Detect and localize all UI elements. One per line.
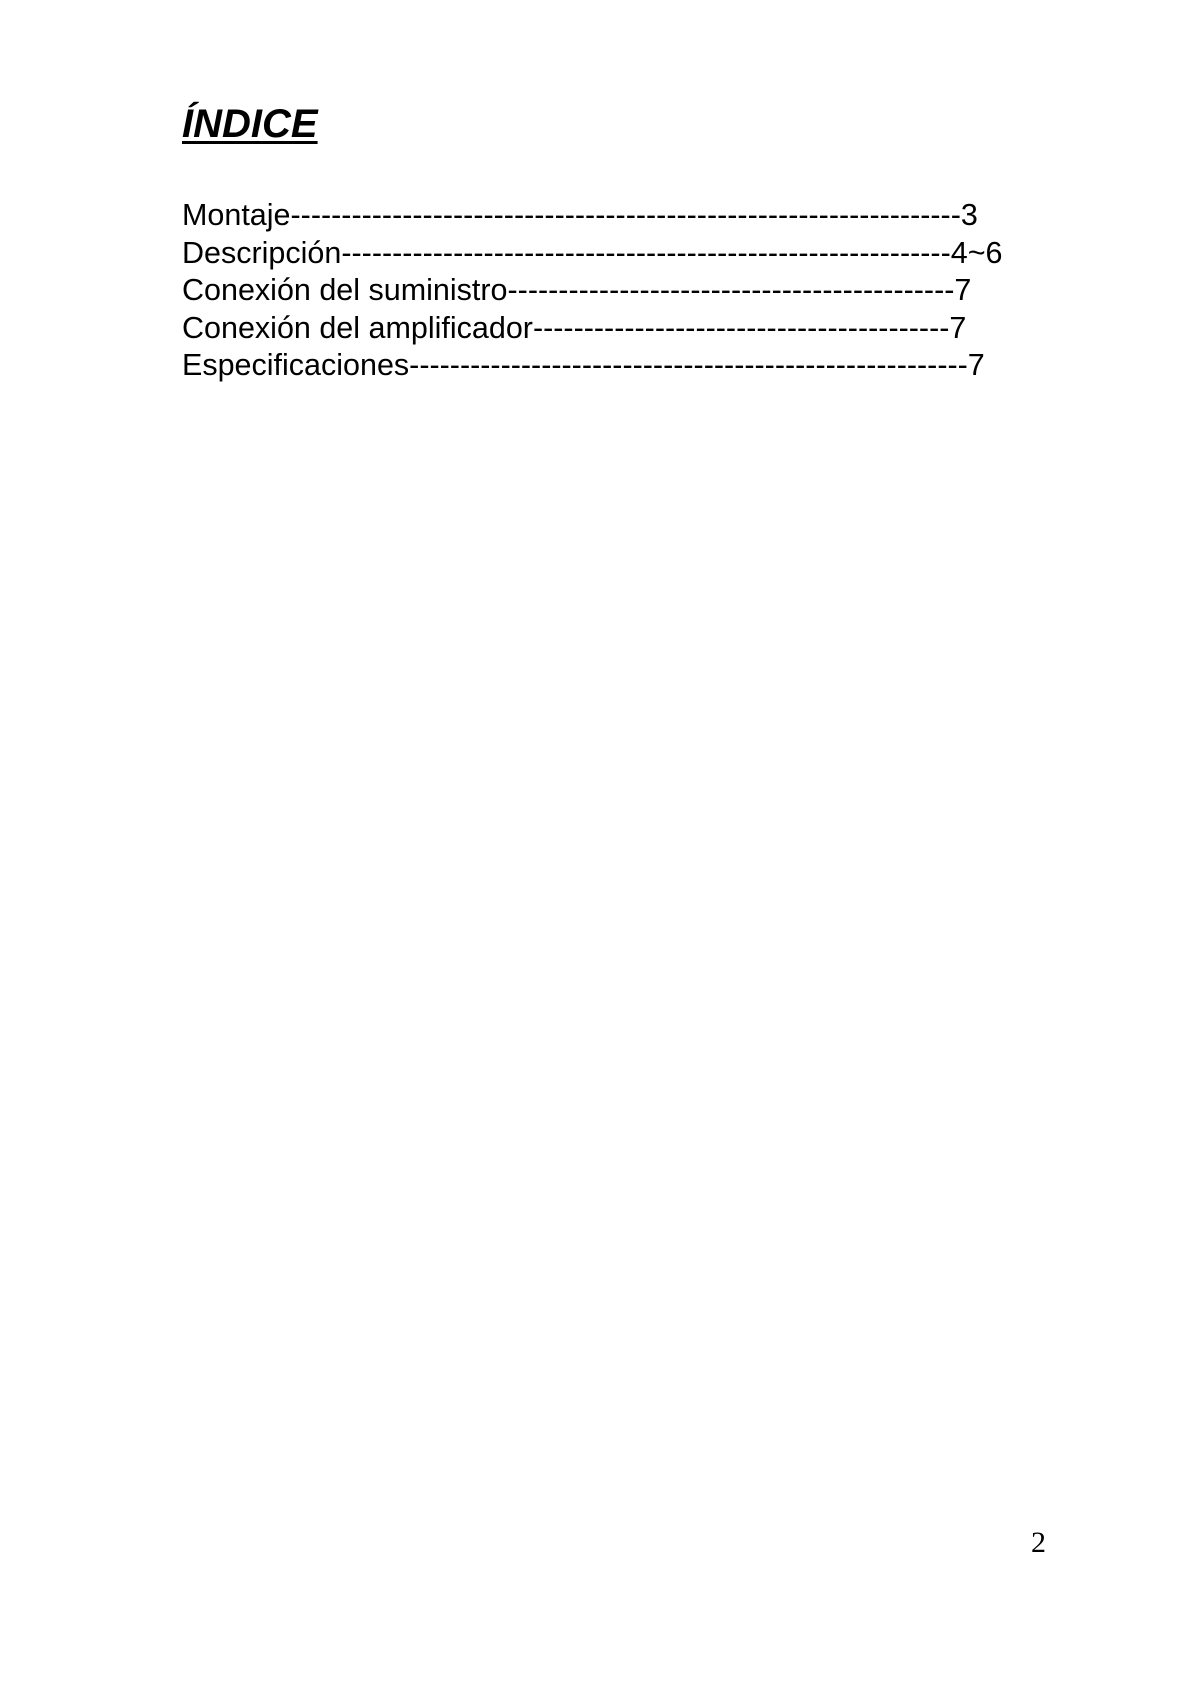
toc-entry-descripcion: [182, 235, 1003, 273]
toc-entry-conexion-amplificador: [182, 310, 1003, 348]
page-number: 2: [1031, 1526, 1046, 1559]
toc-entry-page: 7: [967, 348, 985, 382]
toc-entry-leader: --------------------------------------------: [507, 273, 955, 307]
toc-entry-leader: ------------------------------------------------------------: [341, 235, 951, 270]
toc-entry-page: 7: [949, 310, 967, 345]
toc-entry-label: Especificaciones: [182, 348, 410, 382]
toc-entry-label: Montaje: [182, 198, 291, 232]
table-of-contents: [182, 197, 1003, 385]
toc-entry-label: Descripción: [182, 235, 342, 270]
toc-entry-montaje: [182, 197, 1003, 235]
page-title: ÍNDICE: [182, 102, 318, 146]
toc-entry-leader: ------------------------------------------------------------------: [290, 198, 961, 232]
toc-entry-leader: -------------------------------------------------------: [409, 348, 968, 382]
toc-entry-label: Conexión del suministro: [182, 273, 508, 307]
toc-entry-label: Conexión del amplificador: [182, 310, 533, 345]
toc-entry-especificaciones: [182, 347, 1003, 385]
toc-entry-page: 4~6: [950, 235, 1003, 270]
toc-entry-conexion-suministro: [182, 272, 1003, 310]
toc-entry-leader: -----------------------------------------: [532, 310, 950, 345]
toc-entry-page: 7: [954, 273, 972, 307]
toc-entry-page: 3: [960, 198, 978, 232]
